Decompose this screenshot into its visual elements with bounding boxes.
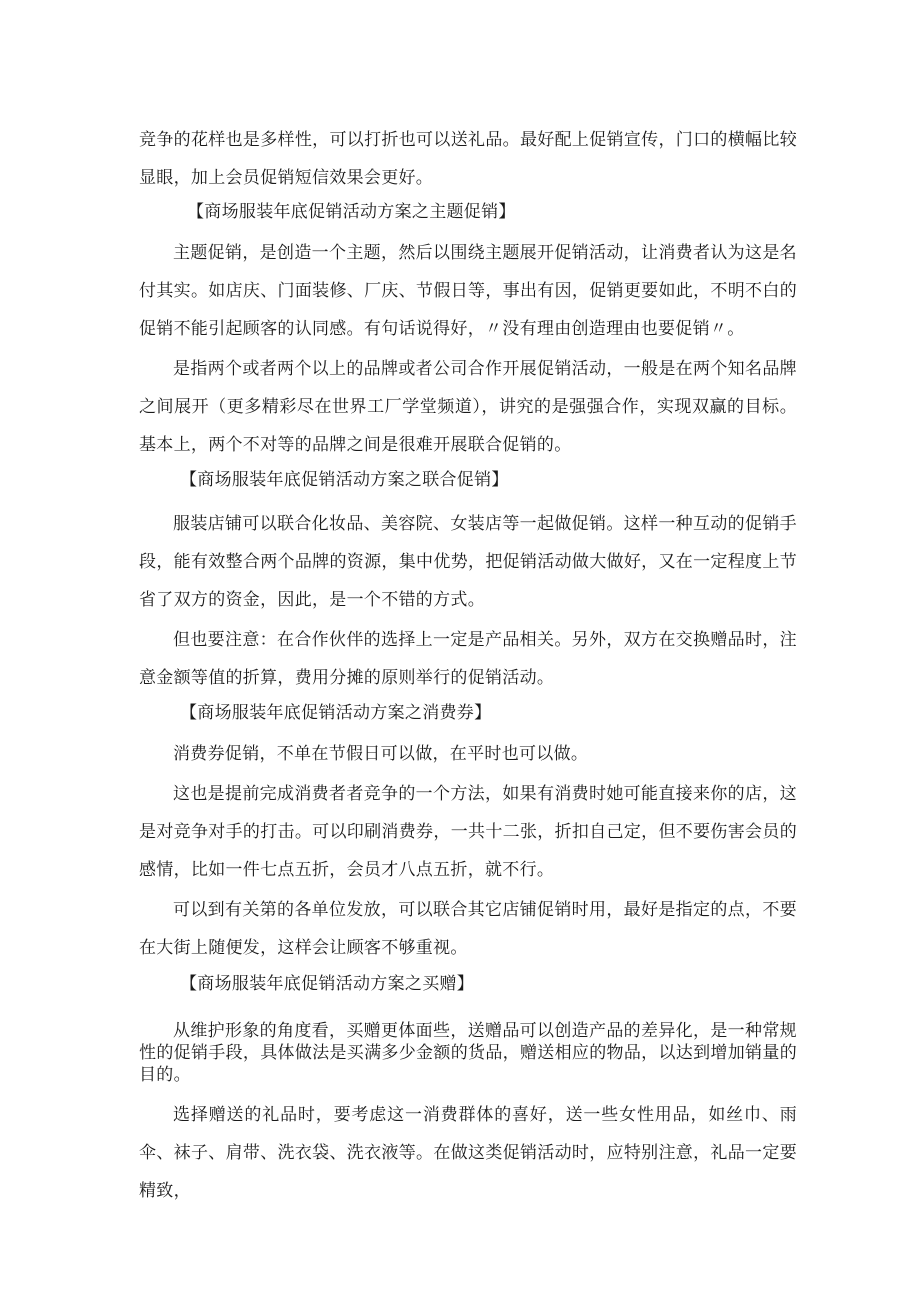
paragraph-coupon-method: 这也是提前完成消费者者竞争的一个方法，如果有消费时她可能直接来你的店，这是对竞争对手的打击。可以印刷消费券，一共十二张，折扣自己定，但不要伤害会员的感情，比如一件七点五折，会员才八点五折，就不行。 (139, 784, 797, 880)
paragraph-joint-promotion-definition: 是指两个或者两个以上的品牌或者公司合作开展促销活动，一般是在两个知名品牌之间展开（更多精彩尽在世界工厂学堂频道），讲究的是强强合作，实现双赢的目标。基本上，两个不对等的品牌之间是很难开展联合促销的。 (139, 359, 797, 455)
paragraph-joint-promotion-caution: 但也要注意：在合作伙伴的选择上一定是产品相关。另外，双方在交换赠品时，注意金额等值的折算，费用分摊的原则举行的促销活动。 (139, 630, 797, 688)
paragraph-coupon-distribution: 可以到有关第的各单位发放，可以联合其它店铺促销时用，最好是指定的点，不要在大街上随便发，这样会让顾客不够重视。 (139, 900, 797, 958)
section-heading-joint-promotion: 【商场服装年底促销活动方案之联合促销】 (180, 470, 509, 490)
paragraph-gift-with-purchase: 从维护形象的角度看，买赠更体面些，送赠品可以创造产品的差异化，是一种常规性的促销手段，具体做法是买满多少金额的货品，赠送相应的物品，以达到增加销量的目的。 (139, 1021, 797, 1085)
section-heading-coupon: 【商场服装年底促销活动方案之消费券】 (180, 703, 492, 723)
section-heading-theme-promotion: 【商场服装年底促销活动方案之主题促销】 (187, 202, 516, 222)
paragraph-coupon-intro: 消费券促销，不单在节假日可以做，在平时也可以做。 (173, 744, 589, 764)
paragraph-gift-selection: 选择赠送的礼品时，要考虑这一消费群体的喜好，送一些女性用品，如丝巾、雨伞、袜子、肩带、洗衣袋、洗衣液等。在做这类促销活动时，应特别注意，礼品一定要精致， (139, 1105, 797, 1201)
paragraph-theme-promotion: 主题促销，是创造一个主题，然后以围绕主题展开促销活动，让消费者认为这是名付其实。如店庆、门面装修、厂庆、节假日等，事出有因，促销更要如此，不明不白的促销不能引起顾客的认同感。有句话说得好，〃没有理由创造理由也要促销〃。 (139, 243, 797, 339)
paragraph-joint-promotion-partners: 服装店铺可以联合化妆品、美容院、女装店等一起做促销。这样一种互动的促销手段，能有效整合两个品牌的资源，集中优势，把促销活动做大做好，又在一定程度上节省了双方的资金，因此，是一个不错的方式。 (139, 514, 797, 610)
section-heading-gift-with-purchase: 【商场服装年底促销活动方案之买赠】 (180, 974, 475, 994)
paragraph-competition-variety: 竞争的花样也是多样性，可以打折也可以送礼品。最好配上促销宣传，门口的横幅比较显眼，加上会员促销短信效果会更好。 (139, 130, 797, 188)
